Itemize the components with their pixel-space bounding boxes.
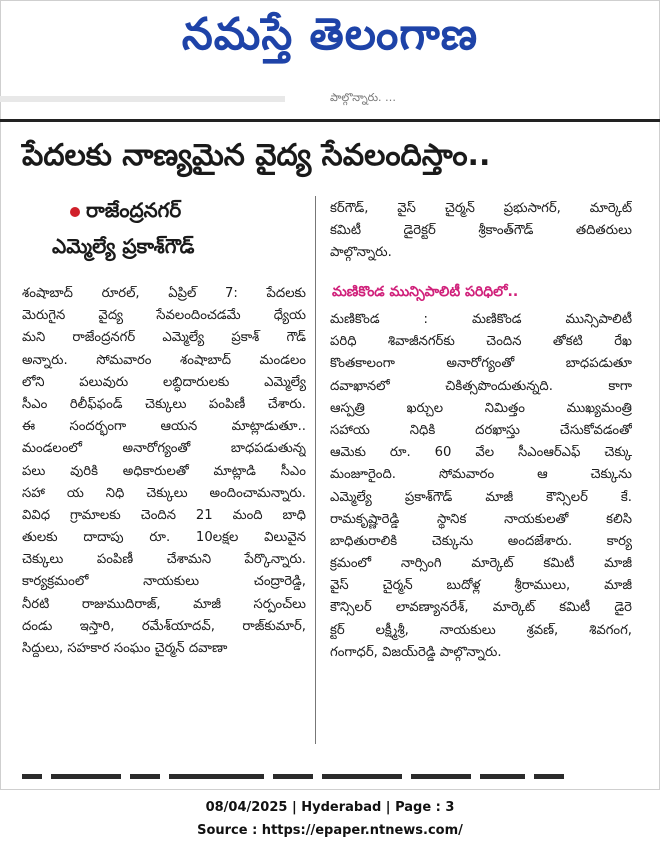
text-line: మెరుగైన వైద్య సేవలందించడమే ధ్యేయ bbox=[22, 308, 306, 324]
text-line: పలు వురికి అధికారులతో మాట్లాడి సీఎం bbox=[22, 463, 306, 479]
footer-date-page: 08/04/2025 | Hyderabad | Page : 3 bbox=[205, 800, 455, 815]
text-line: రామకృష్ణారెడ్డి స్థానిక నాయకులతో కలిసి bbox=[330, 511, 632, 527]
text-line: మని రాజేంద్రనగర్ ఎమ్మెల్యే ప్రకాశ్ గౌడ్ bbox=[22, 330, 306, 346]
text-line: కార్యక్రమంలో నాయకులు చంద్రారెడ్డి, bbox=[22, 574, 306, 590]
right-column-body bbox=[330, 309, 632, 664]
text-line: లోని పలువురు లబ్ధిదారులకు ఎమ్మెల్యే bbox=[22, 374, 306, 390]
headline-top-rule bbox=[0, 119, 660, 122]
right-column-continuation bbox=[330, 198, 632, 265]
text-line: కొంతకాలంగా అనారోగ్యంతో బాధపడుతూ bbox=[330, 356, 632, 372]
text-line: దండు ఇస్తారి, రమేశ్‌యాదవ్, రాజ్‌కుమార్, bbox=[22, 618, 306, 634]
text-line: పరిధి శివాజీనగర్‌కు చెందిన తోకటి రేఖ bbox=[330, 334, 632, 350]
text-line: బాధితురాలికి చెక్కును అందజేశారు. కార్య bbox=[330, 533, 632, 549]
text-line: దవాఖానలో చికిత్సపొందుతున్నది. కాగా bbox=[330, 378, 632, 394]
column-divider bbox=[315, 196, 316, 744]
newspaper-masthead: నమస్తే తెలంగాణ bbox=[181, 9, 479, 60]
text-line: ఎమ్మెల్యే ప్రకాశ్‌గౌడ్ మాజీ కౌన్సిలర్ కే. bbox=[330, 489, 632, 505]
article-headline: పేదలకు నాణ్యమైన వైద్య సేవలందిస్తాం.. bbox=[22, 138, 491, 173]
text-line: గంగాధర్, విజయ్‌రెడ్డి పాల్గొన్నారు. bbox=[330, 644, 502, 660]
text-line: మంజూరైంది. సోమవారం ఆ చెక్కును bbox=[330, 467, 632, 483]
text-line: క్రమంలో నార్సింగి మార్కెట్ కమిటీ మాజీ bbox=[330, 556, 632, 572]
next-article-remnant bbox=[0, 770, 660, 784]
text-line: ఆస్పత్రి ఖర్చుల నిమిత్తం ముఖ్యమంత్రి bbox=[330, 400, 632, 416]
text-line: ఆమెకు రూ. 60 వేల సీఎంఆర్ఎఫ్ చెక్కు bbox=[330, 445, 632, 461]
text-line: అన్నారు. సోమవారం శంషాబాద్ మండలం bbox=[22, 352, 306, 368]
text-line: సహా య నిధి చెక్కులు అందించామన్నారు. bbox=[22, 485, 306, 501]
bullet-icon bbox=[70, 207, 80, 217]
text-line: వైస్ చైర్మన్ బుదోళ్ల శ్రీరాములు, మాజీ bbox=[330, 578, 632, 594]
previous-article-remnant bbox=[0, 96, 285, 102]
text-line: వివిధ గ్రామాలకు చెందిన 21 మంది బాధి bbox=[22, 507, 306, 523]
text-line: ఈ సందర్భంగా ఆయన మాట్లాడుతూ.. bbox=[22, 419, 306, 435]
text-line: మణికొండ : మణికొండ మున్సిపాలిటీ bbox=[330, 312, 632, 327]
text-line: కౌన్సిలర్ లావణ్యానరేశ్, మార్కెట్ కమిటీ డైరె bbox=[330, 600, 632, 616]
text-line: సీఎం రిలీఫ్‌ఫండ్ చెక్కులు పంపిణీ చేశారు. bbox=[22, 396, 306, 412]
byline-author: ఎమ్మెల్యే ప్రకాశ్‌గౌడ్ bbox=[52, 234, 195, 258]
sub-heading: మణికొండ మున్సిపాలిటీ పరిధిలో.. bbox=[332, 284, 519, 300]
text-line: మండలంలో అనారోగ్యంతో బాధపడుతున్న bbox=[22, 441, 306, 457]
previous-article-text: పాల్గొన్నారు. … bbox=[330, 91, 397, 104]
text-line: పాల్గొన్నారు. bbox=[330, 245, 392, 261]
text-line: కమిటీ డైరెక్టర్ శ్రీకాంత్‌గౌడ్ తదితరులు bbox=[330, 223, 632, 239]
byline-location bbox=[70, 198, 181, 227]
text-line: సిద్దులు, సహకార సంఘం చైర్మన్ దవాణా bbox=[22, 641, 228, 656]
text-line: తులకు దాదాపు రూ. 10లక్షల విలువైన bbox=[22, 530, 306, 546]
text-line: నీరటి రాజుముదిరాజ్, మాజీ సర్పంచ్‌లు bbox=[22, 596, 306, 612]
footer-source: Source : https://epaper.ntnews.com/ bbox=[197, 823, 463, 838]
text-line: కర్‌గౌడ్, వైస్ చైర్మన్ ప్రభుసాగర్, మార్కెట్ bbox=[330, 201, 632, 216]
text-line: శంషాబాద్ రూరల్, ఏప్రిల్ 7: పేదలకు bbox=[22, 286, 306, 301]
text-line: చెక్కులు పంపిణీ చేశామని పేర్కొన్నారు. bbox=[22, 552, 306, 568]
byline-location-text: రాజేంద్రనగర్ bbox=[86, 198, 182, 222]
left-column-body bbox=[22, 283, 306, 660]
text-line: సహాయ నిధికి దరఖాస్తు చేసుకోవడంతో bbox=[330, 422, 632, 438]
text-line: క్టర్ లక్ష్మీశ్రీ, నాయకులు శ్రవణ్, శివగంగ, bbox=[330, 622, 632, 638]
